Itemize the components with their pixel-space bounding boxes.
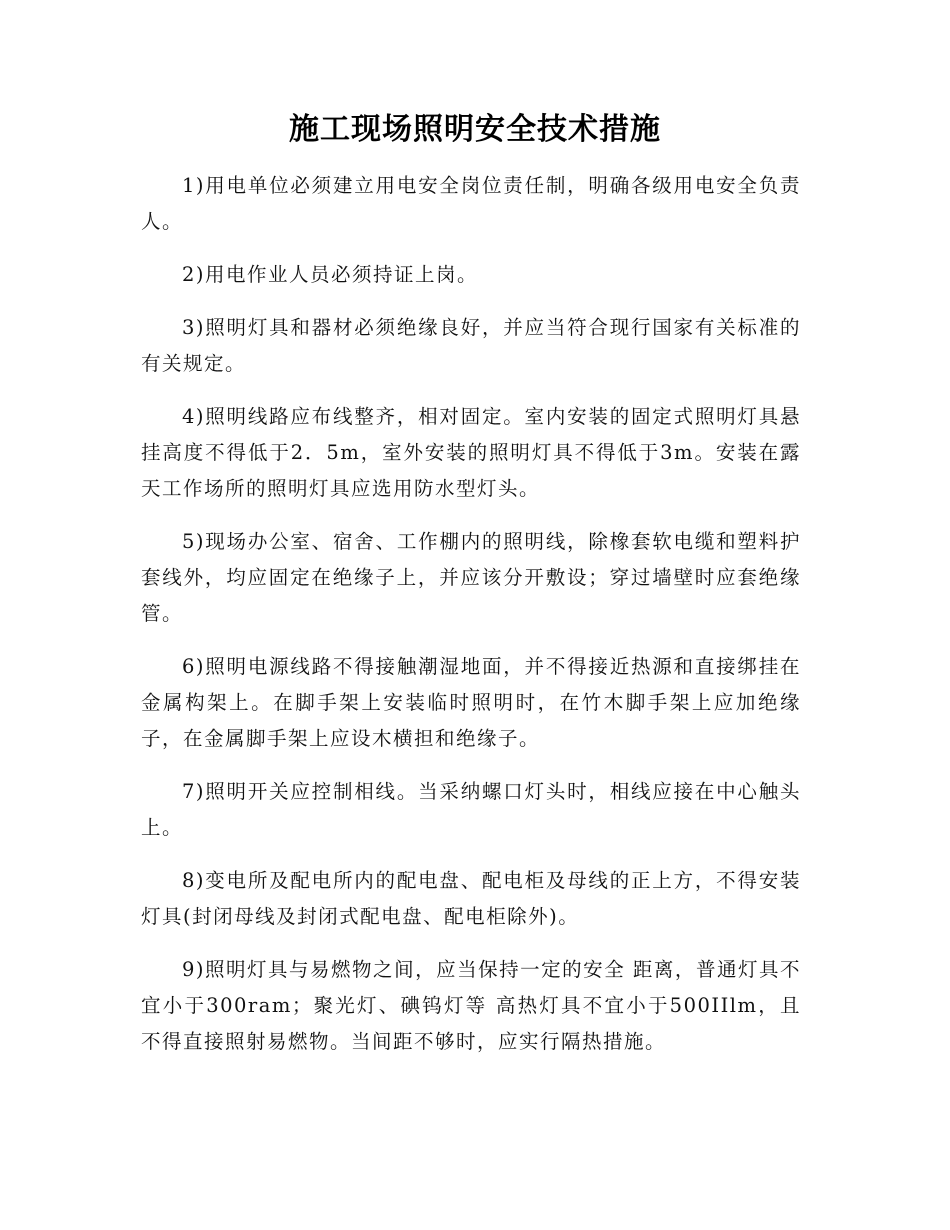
paragraph-3: 3)照明灯具和器材必须绝缘良好，并应当符合现行国家有关标准的有关规定。 bbox=[141, 316, 801, 375]
paragraph-2: 2)用电作业人员必须持证上岗。 bbox=[181, 263, 478, 286]
document-title: 施工现场照明安全技术措施 bbox=[289, 112, 661, 147]
paragraph-9: 9)照明灯具与易燃物之间，应当保持一定的安全 距离，普通灯具不宜小于300ram；聚光灯、碘钨灯等 高热灯具不宜小于500IIlm，且不得直接照射易燃物。当间距不够时，应实行隔热措施。 bbox=[141, 958, 801, 1053]
paragraph-7: 7)照明开关应控制相线。当采纳螺口灯头时，相线应接在中心触头上。 bbox=[141, 780, 801, 839]
paragraph-5: 5)现场办公室、宿舍、工作棚内的照明线，除橡套软电缆和塑料护套线外，均应固定在绝缘子上，并应该分开敷设；穿过墙壁时应套绝缘管。 bbox=[141, 530, 801, 625]
paragraph-8: 8)变电所及配电所内的配电盘、配电柜及母线的正上方，不得安装灯具(封闭母线及封闭式配电盘、配电柜除外)。 bbox=[141, 869, 801, 928]
paragraph-4: 4)照明线路应布线整齐，相对固定。室内安装的固定式照明灯具悬挂高度不得低于2．5m，室外安装的照明灯具不得低于3m。安装在露天工作场所的照明灯具应选用防水型灯头。 bbox=[141, 405, 801, 500]
paragraph-6: 6)照明电源线路不得接触潮湿地面，并不得接近热源和直接绑挂在金属构架上。在脚手架上安装临时照明时，在竹木脚手架上应加绝缘子，在金属脚手架上应设木横担和绝缘子。 bbox=[141, 655, 801, 750]
document-body bbox=[141, 168, 801, 1077]
paragraph-1: 1)用电单位必须建立用电安全岗位责任制，明确各级用电安全负责人。 bbox=[141, 174, 801, 233]
